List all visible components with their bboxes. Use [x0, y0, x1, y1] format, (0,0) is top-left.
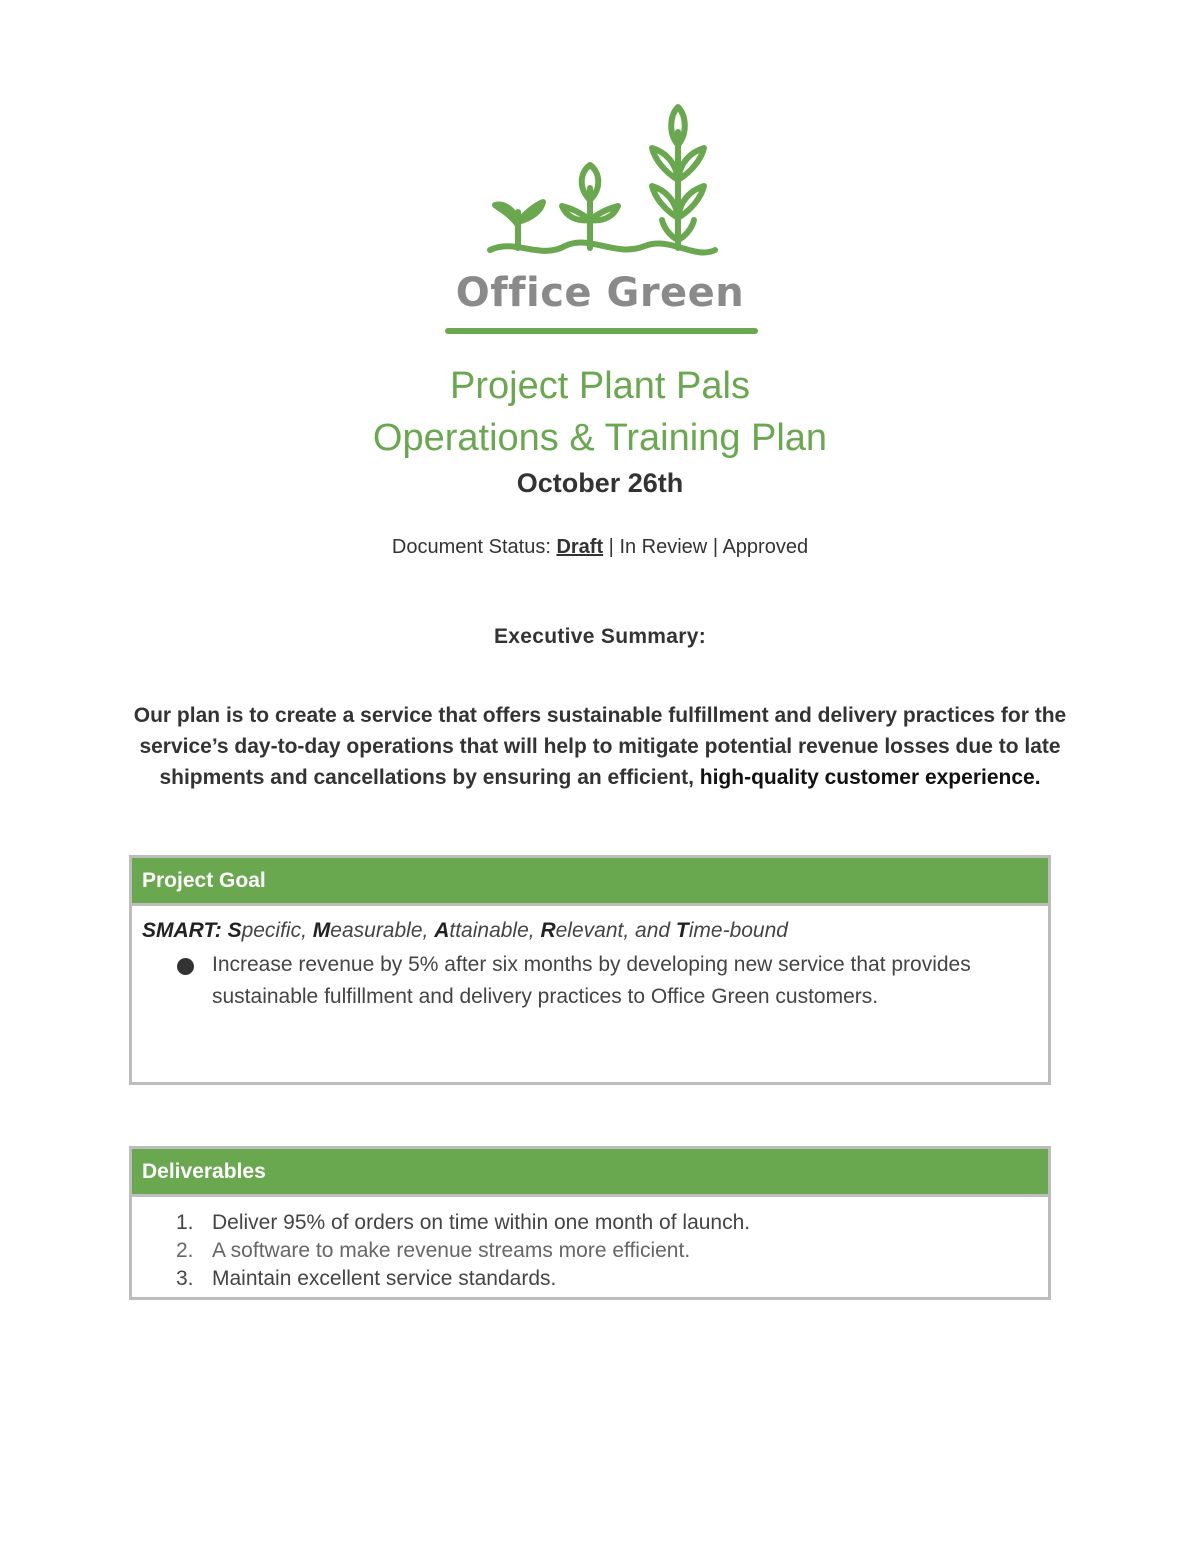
summary-text-part1: Our plan is to create a service that offers sustainable fulfillment and delivery practices for the service’s day-to-day operations that will help to mitigate potential revenue losses due to late shipments and cancellations by ensuring an efficient, [133, 704, 1067, 789]
plant-sprouts-icon [440, 100, 760, 270]
bullet-icon [177, 958, 194, 975]
deliverables-header: Deliverables [132, 1149, 1048, 1197]
smart-initial: A [434, 919, 450, 942]
list-number: 3. [176, 1267, 194, 1290]
executive-summary-heading: Executive Summary: [494, 625, 706, 648]
smart-rest: pecific, [241, 919, 307, 942]
summary-text-part2: high-quality customer experience. [699, 766, 1041, 789]
list-item [132, 1265, 1048, 1293]
list-item [132, 1237, 1048, 1265]
smart-rest: ttainable, [449, 919, 535, 942]
deliverable-text: A software to make revenue streams more efficient. [212, 1239, 691, 1262]
logo-underline [445, 328, 758, 334]
project-subtitle: Operations & Training Plan [372, 417, 828, 459]
status-separator: | [608, 536, 614, 558]
smart-rest: ime-bound [688, 919, 788, 942]
smart-initial: S [227, 919, 242, 942]
document-date: October 26th [516, 468, 684, 498]
list-number: 1. [176, 1211, 194, 1234]
project-goal-box [129, 855, 1051, 1085]
list-item [212, 949, 982, 1013]
status-option-draft[interactable]: Draft [556, 536, 604, 558]
deliverable-text: Maintain excellent service standards. [212, 1267, 557, 1290]
status-option-in-review[interactable]: In Review [619, 536, 708, 558]
executive-summary-text [100, 700, 1100, 793]
office-green-logo [440, 100, 760, 340]
logo-wordmark: Office Green [455, 270, 745, 316]
project-title: Project Plant Pals [450, 365, 750, 407]
project-goal-header: Project Goal [132, 858, 1048, 906]
smart-initial: R [540, 919, 556, 942]
smart-rest: easurable, [330, 919, 429, 942]
deliverable-text: Deliver 95% of orders on time within one month of launch. [212, 1211, 751, 1234]
goal-bullet-text: Increase revenue by 5% after six months by developing new service that provides sustainable fulfillment and delivery practices to Office Green customers. [212, 953, 971, 1008]
deliverables-list [132, 1209, 1048, 1293]
deliverables-box [129, 1146, 1051, 1300]
smart-initial: M [312, 919, 331, 942]
list-item [132, 1209, 1048, 1237]
document-status [0, 536, 1200, 559]
status-separator: | [712, 536, 719, 558]
smart-prefix: SMART: [142, 919, 222, 942]
list-number: 2. [176, 1239, 194, 1262]
status-label: Document Status: [391, 536, 551, 558]
smart-definition [142, 919, 1048, 943]
smart-rest: elevant, and [555, 919, 671, 942]
status-option-approved[interactable]: Approved [722, 536, 809, 558]
smart-initial: T [675, 919, 689, 942]
